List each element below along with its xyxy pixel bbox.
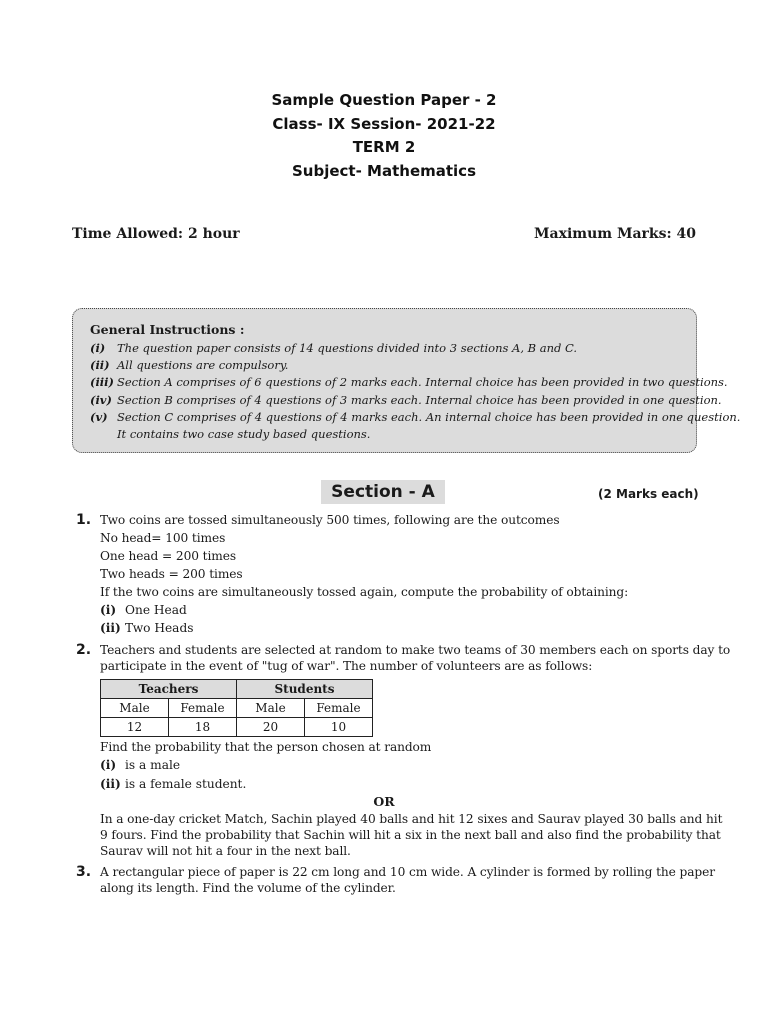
question-text: Teachers and students are selected at random to make two teams of 30 members each on sports day to	[100, 643, 731, 657]
question-text: Find the probability that the person chosen at random	[100, 740, 432, 754]
part-number: (i)	[100, 758, 117, 772]
term: TERM 2	[352, 138, 416, 156]
part-text: One Head	[125, 603, 187, 617]
question-text: Two heads = 200 times	[100, 567, 243, 581]
table-header-teachers: Teachers	[101, 680, 237, 699]
question-number: 3.	[76, 864, 92, 880]
part-number: (ii)	[100, 777, 121, 791]
maximum-marks: Maximum Marks: 40	[534, 226, 696, 242]
section-title: Section - A	[321, 480, 445, 504]
subject: Subject- Mathematics	[292, 162, 476, 180]
table-cell: 18	[169, 718, 237, 737]
question-text: A rectangular piece of paper is 22 cm long and 10 cm wide. A cylinder is formed by rolling the paper	[100, 865, 715, 879]
instructions-title: General Instructions :	[90, 322, 245, 337]
question-text: 9 fours. Find the probability that Sachin will hit a six in the next ball and also find the probability that	[100, 828, 721, 842]
part-text: is a male	[125, 758, 181, 772]
section-marks: (2 Marks each)	[598, 487, 699, 501]
question-text: Saurav will not hit a four in the next ball.	[100, 844, 351, 858]
part-number: (ii)	[100, 621, 121, 635]
question-text: If the two coins are simultaneously tossed again, compute the probability of obtaining:	[100, 585, 629, 599]
table-cell: Male	[101, 699, 169, 718]
table-cell: 12	[101, 718, 169, 737]
part-text: Two Heads	[125, 621, 194, 635]
table-row	[101, 718, 373, 737]
question-text: participate in the event of "tug of war". The number of volunteers are as follows:	[100, 659, 593, 673]
question-text: One head = 200 times	[100, 549, 236, 563]
question-text: Two coins are tossed simultaneously 500 times, following are the outcomes	[100, 513, 560, 527]
part-text: is a female student.	[125, 777, 247, 791]
table-cell: Female	[305, 699, 373, 718]
question-text: along its length. Find the volume of the cylinder.	[100, 881, 396, 895]
or-divider: OR	[373, 794, 395, 809]
table-header-students: Students	[237, 680, 373, 699]
table-cell: Female	[169, 699, 237, 718]
question-text: In a one-day cricket Match, Sachin played 40 balls and hit 12 sixes and Saurav played 30 balls and hit	[100, 812, 723, 826]
volunteers-table	[100, 679, 373, 737]
time-allowed: Time Allowed: 2 hour	[72, 226, 240, 242]
class-session: Class- IX Session- 2021-22	[272, 115, 496, 133]
question-number: 2.	[76, 642, 92, 658]
part-number: (i)	[100, 603, 117, 617]
table-cell: 20	[237, 718, 305, 737]
question-text: No head= 100 times	[100, 531, 226, 545]
table-row	[101, 699, 373, 718]
table-cell: Male	[237, 699, 305, 718]
question-number: 1.	[76, 512, 92, 528]
paper-title: Sample Question Paper - 2	[271, 91, 497, 109]
table-cell: 10	[305, 718, 373, 737]
general-instructions-box: General Instructions : (i) The question paper consists of 14 questions divided into 3 sections A, B and C. (ii) All questions are compulsory. (iii) Section A comprises of 6 questions of 2 marks each. Internal choice has been provided in two questions. (iv) Section B comprises of 4 questions of 3 marks each. Internal choice has been provided in one question. (v) Section C comprises of 4 questions of 4 marks each. An internal choice has been provided in one question. It contains two case study based questions.	[72, 308, 697, 453]
